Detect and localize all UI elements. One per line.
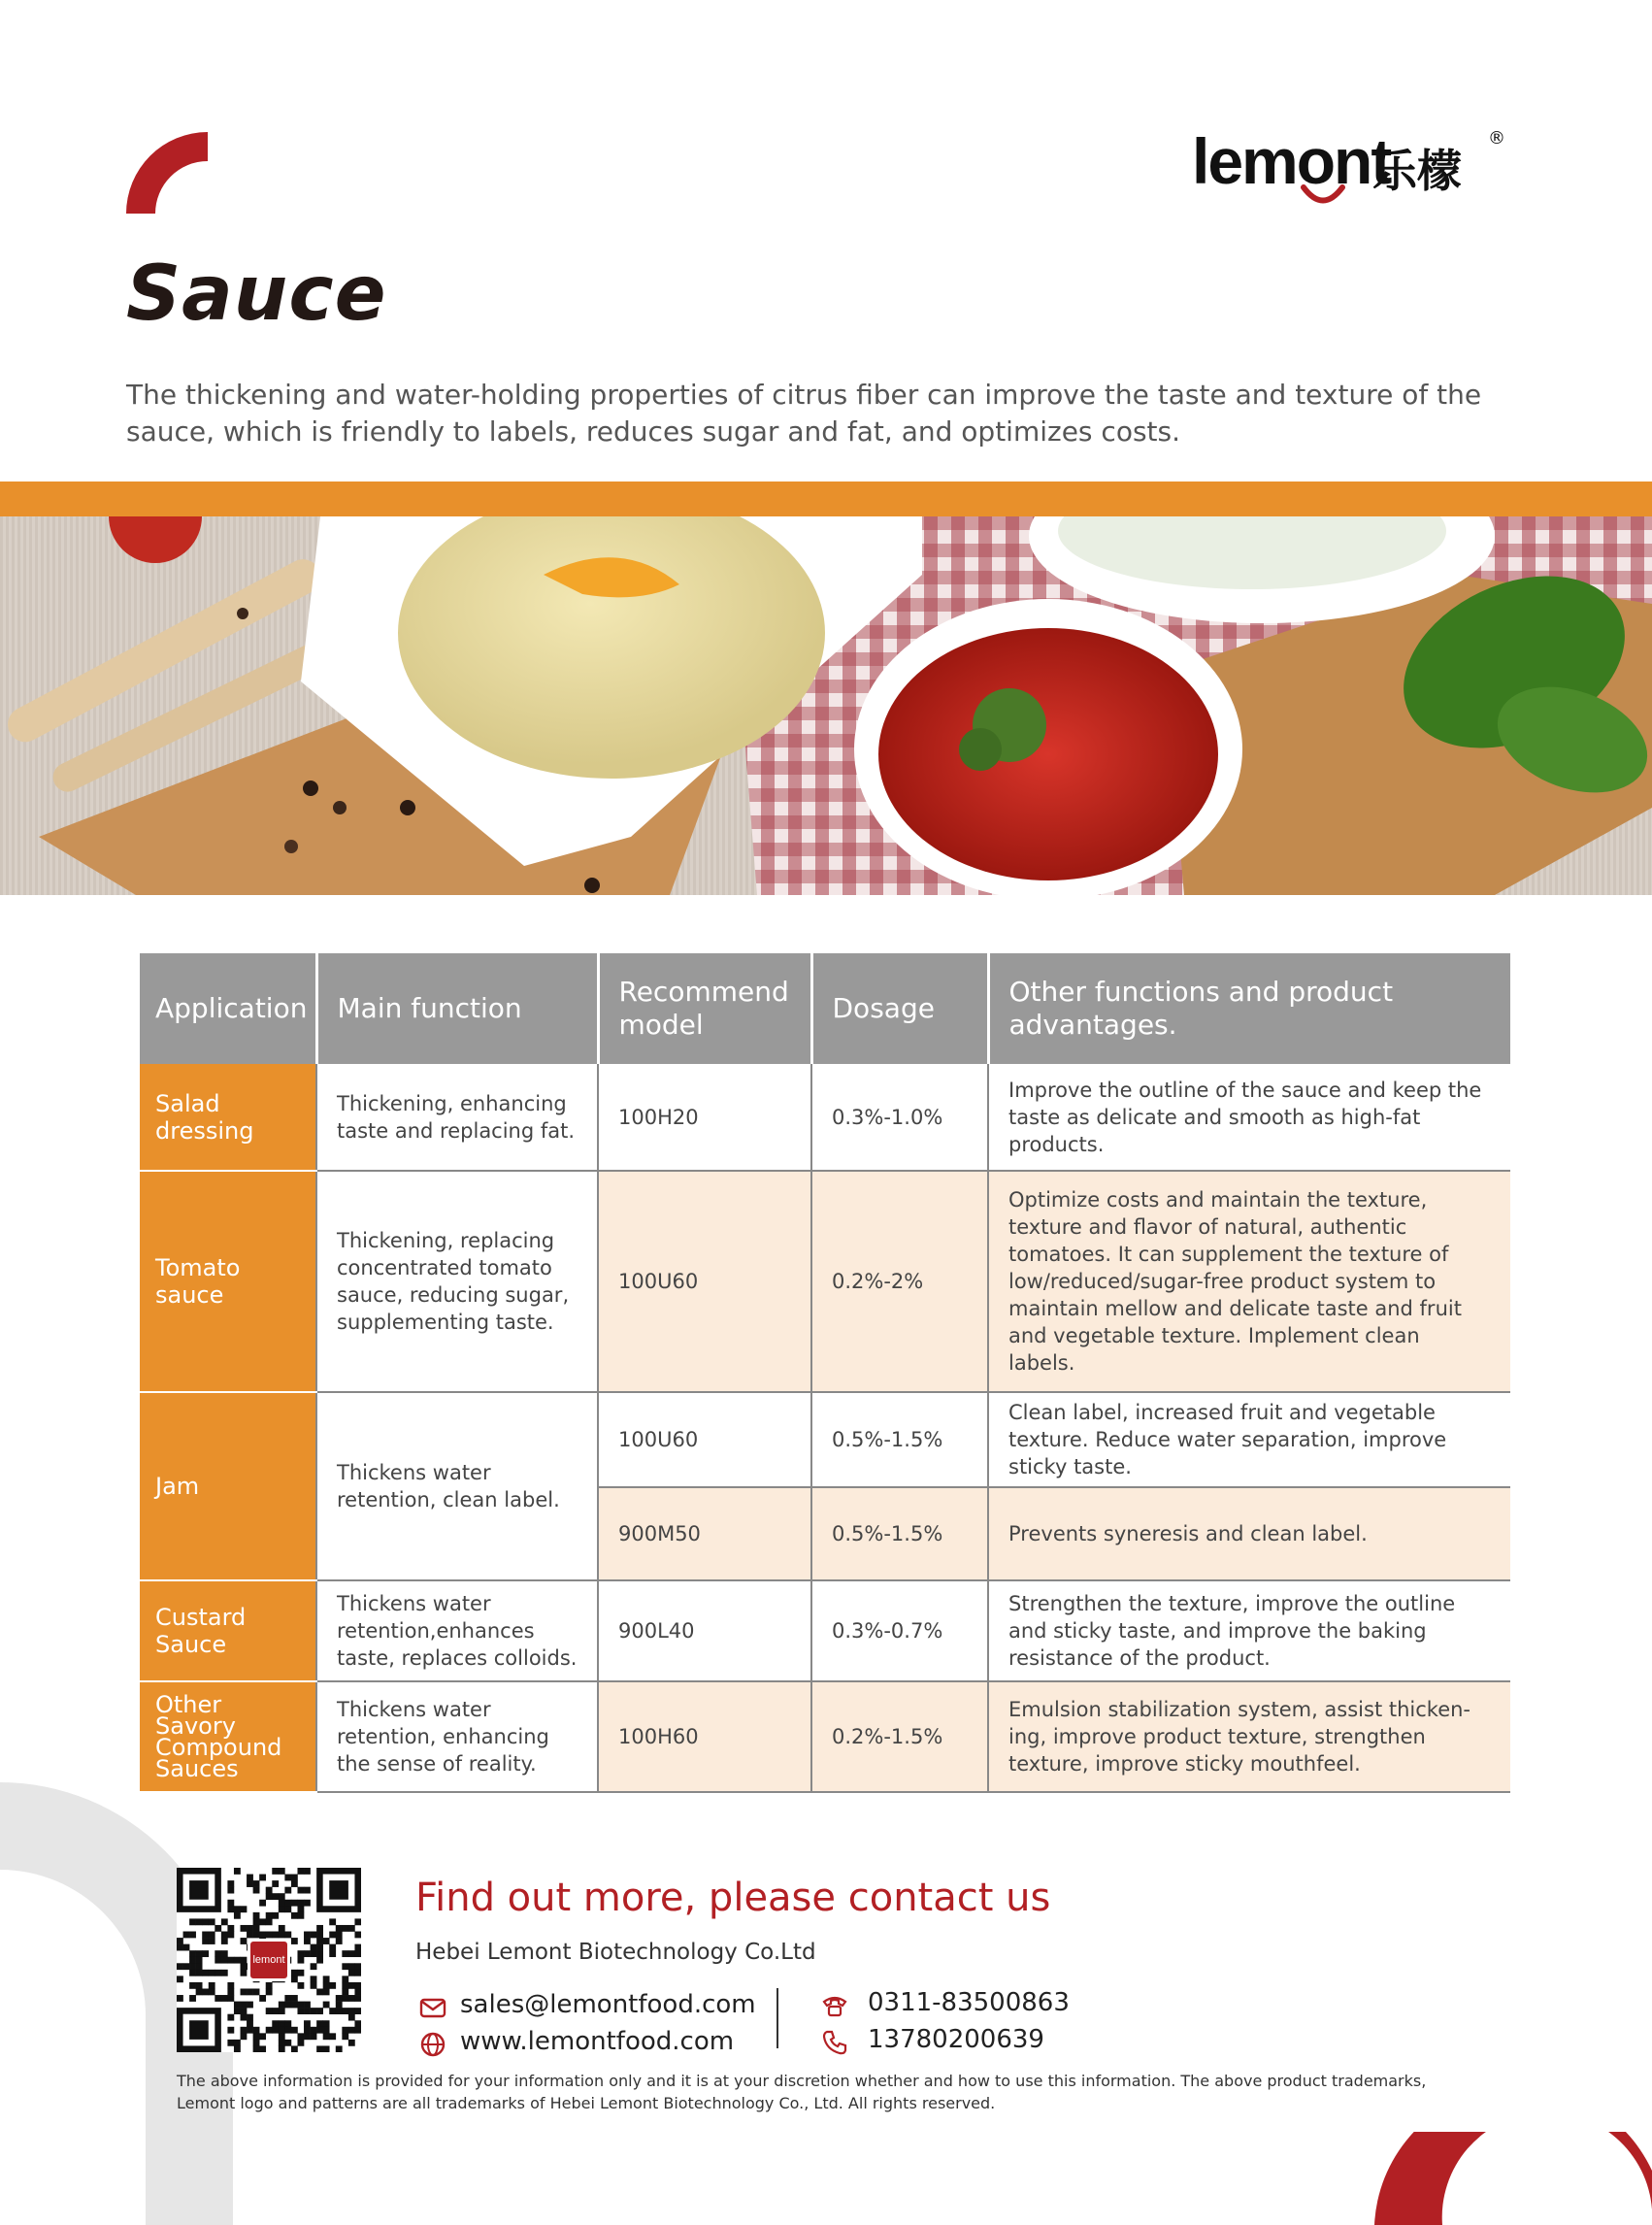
- phone-icon: [821, 2029, 848, 2056]
- model-cell: 100U60: [598, 1171, 811, 1392]
- decorative-arc-bottom-right: [1374, 2132, 1652, 2225]
- website-link[interactable]: www.lemontfood.com: [460, 2027, 735, 2056]
- intro-text: The thickening and water-holding properties of citrus fiber can improve the taste and texture of the sauce, which is friendly to labels, reduces sugar and fat, and optimizes costs.: [126, 379, 1482, 448]
- mail-icon: [419, 1994, 446, 2021]
- phone-link-mobile[interactable]: 13780200639: [868, 2025, 1044, 2054]
- main-function-cell: Thickening, enhancing taste and replacing fat.: [316, 1064, 598, 1171]
- disclaimer: The above information is provided for your information only and it is at your discretion whether and how to use this information. The above product trademarks, Lemont logo and patterns are all trademarks of Hebei Lemont Biotechnology Co., Ltd. All rights reserved.: [177, 2072, 1427, 2112]
- main-function-cell: Thickens water retention, enhancing the sense of reality.: [316, 1681, 598, 1792]
- advantages-cell: Prevents syneresis and clean label.: [988, 1487, 1510, 1580]
- advantages-cell: Emulsion stabilization system, assist thicken-ing, improve product texture, strengthen texture, improve sticky mouthfeel.: [988, 1681, 1510, 1792]
- header-recommend-model: Recommend model: [598, 953, 811, 1064]
- brand-logo: [1192, 124, 1512, 217]
- advantages-cell: Improve the outline of the sauce and keep the taste as delicate and smooth as high-fat products.: [988, 1064, 1510, 1171]
- application-cell: Other Savory Compound Sauces: [140, 1681, 316, 1792]
- sauce-hero-image: [0, 516, 1652, 895]
- table-header-row: [140, 953, 1510, 1064]
- dosage-cell: 0.2%-1.5%: [811, 1681, 988, 1792]
- dosage-cell: 0.3%-0.7%: [811, 1580, 988, 1681]
- logo-smile-icon: [1301, 184, 1345, 208]
- header-advantages: Other functions and product advantages.: [988, 953, 1510, 1064]
- advantages-cell: Strengthen the texture, improve the outline and sticky taste, and improve the baking resistance of the product.: [988, 1580, 1510, 1681]
- email-link[interactable]: sales@lemontfood.com: [460, 1990, 756, 2019]
- advantages-cell: Clean label, increased fruit and vegetable texture. Reduce water separation, improve sticky taste.: [988, 1392, 1510, 1487]
- logo-wordmark: lemont: [1192, 125, 1391, 197]
- logo-chinese: 乐檬: [1372, 145, 1462, 197]
- advantages-cell: Optimize costs and maintain the texture, texture and flavor of natural, authentic tomatoes. It can supplement the texture of low/reduced/sugar-free product system to maintain mellow and delicate taste and fruit and vegetable texture. Implement clean labels.: [988, 1171, 1510, 1392]
- model-cell: 900M50: [598, 1487, 811, 1580]
- main-function-cell: Thickens water retention,enhances taste, replaces colloids.: [316, 1580, 598, 1681]
- model-cell: 900L40: [598, 1580, 811, 1681]
- main-function-cell: Thickening, replacing concentrated tomato sauce, reducing sugar, supplementing taste.: [316, 1171, 598, 1392]
- table-row: [140, 1171, 1510, 1392]
- contact-divider: [776, 1988, 778, 2048]
- product-table: [140, 953, 1510, 1793]
- page-title: Sauce: [126, 250, 387, 338]
- telephone-icon: [821, 1992, 848, 2019]
- model-cell: 100H60: [598, 1681, 811, 1792]
- table-row: [140, 1580, 1510, 1681]
- table-row: [140, 1064, 1510, 1171]
- model-cell: 100H20: [598, 1064, 811, 1171]
- registered-mark: ®: [1488, 128, 1505, 149]
- phone-link-office[interactable]: 0311-83500863: [868, 1988, 1070, 2017]
- contact-heading: Find out more, please contact us: [415, 1876, 1051, 1920]
- decorative-arc-top: [126, 132, 208, 214]
- table-row: [140, 1392, 1510, 1487]
- qr-badge: [248, 1939, 290, 1981]
- dosage-cell: 0.2%-2%: [811, 1171, 988, 1392]
- qr-code[interactable]: [177, 1868, 361, 2052]
- qr-badge-label: lemont: [252, 1954, 285, 1966]
- header-application: Application: [140, 953, 316, 1064]
- application-cell: Tomato sauce: [140, 1171, 316, 1392]
- dosage-cell: 0.5%-1.5%: [811, 1487, 988, 1580]
- table-row: [140, 1681, 1510, 1792]
- orange-band: [0, 482, 1652, 516]
- application-cell: Jam: [140, 1392, 316, 1580]
- contact-section: [0, 1782, 1652, 2225]
- globe-icon: [419, 2031, 446, 2058]
- application-cell: Salad dressing: [140, 1064, 316, 1171]
- main-function-cell: Thickens water retention, clean label.: [316, 1392, 598, 1580]
- model-cell: 100U60: [598, 1392, 811, 1487]
- header-main-function: Main function: [316, 953, 598, 1064]
- application-cell: Custard Sauce: [140, 1580, 316, 1681]
- dosage-cell: 0.5%-1.5%: [811, 1392, 988, 1487]
- header-dosage: Dosage: [811, 953, 988, 1064]
- company-name: Hebei Lemont Biotechnology Co.Ltd: [415, 1940, 816, 1965]
- dosage-cell: 0.3%-1.0%: [811, 1064, 988, 1171]
